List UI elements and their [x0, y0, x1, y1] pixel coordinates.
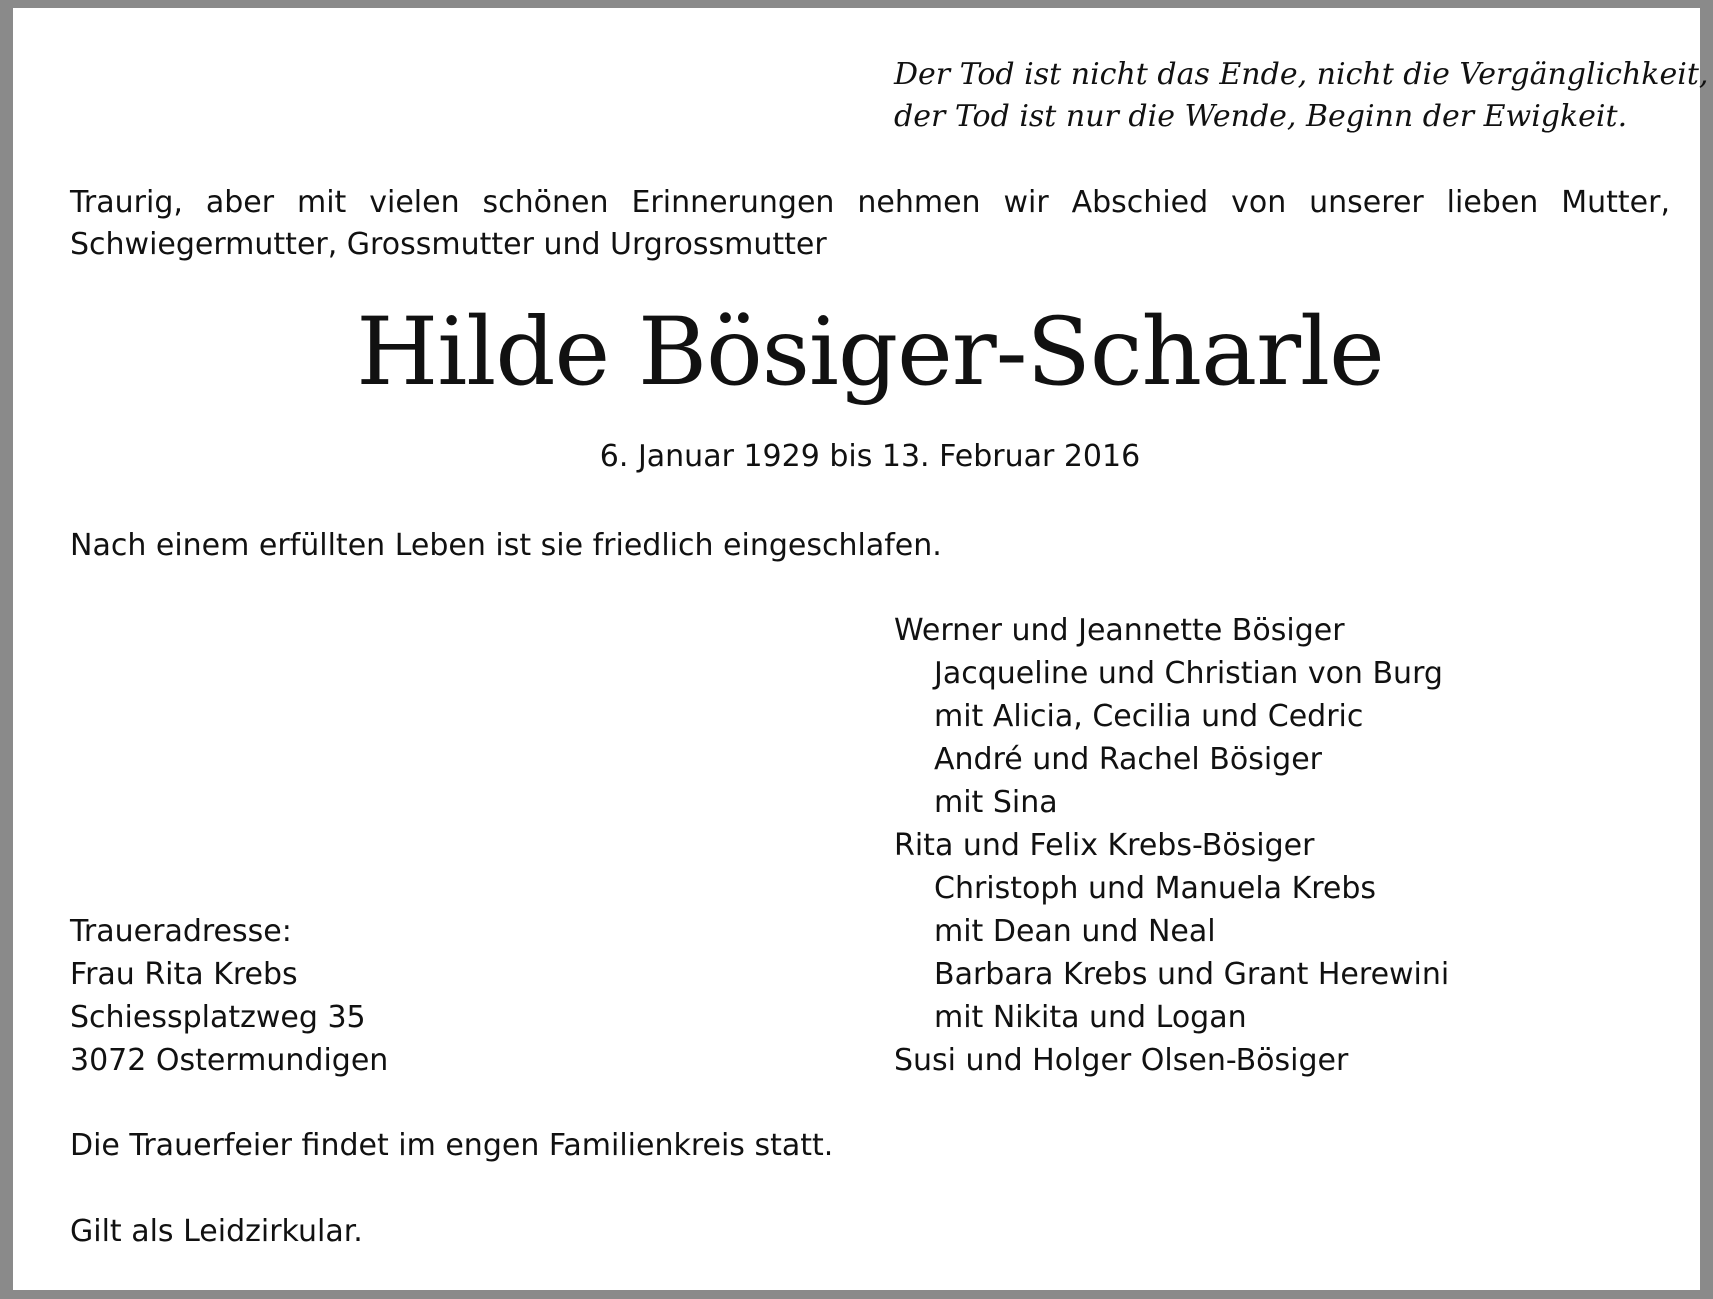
intro-line: Traurig, aber mit vielen schönen Erinnerungen nehmen wir Abschied von unserer lieben Mutter,: [70, 185, 1670, 220]
mourner-entry: Rita und Felix Krebs-Bösiger: [894, 828, 1315, 863]
quote-line: Der Tod ist nicht das Ende, nicht die Vergänglichkeit,: [894, 57, 1709, 92]
mourner-entry: mit Dean und Neal: [934, 914, 1216, 949]
mourner-entry: mit Alicia, Cecilia und Cedric: [934, 699, 1364, 734]
mourner-entry: mit Sina: [934, 785, 1058, 820]
quote-line: der Tod ist nur die Wende, Beginn der Ewigkeit.: [894, 99, 1628, 134]
passing-statement: Nach einem erfüllten Leben ist sie friedlich eingeschlafen.: [70, 528, 942, 563]
intro-line: Schwiegermutter, Grossmutter und Urgrossmutter: [70, 227, 827, 262]
epigraph-quote: [894, 54, 1709, 138]
mourner-entry: mit Nikita und Logan: [934, 1000, 1247, 1035]
mourner-entry: Christoph und Manuela Krebs: [934, 871, 1377, 906]
mourner-entry: Jacqueline und Christian von Burg: [934, 656, 1443, 691]
mourner-entry: Barbara Krebs und Grant Herewini: [934, 957, 1450, 992]
intro-text: [70, 182, 1670, 266]
address-city: 3072 Ostermundigen: [70, 1043, 389, 1078]
mourner-entry: Susi und Holger Olsen-Bösiger: [894, 1043, 1349, 1078]
deceased-name: Hilde Bösiger-Scharle: [356, 298, 1384, 407]
life-dates: 6. Januar 1929 bis 13. Februar 2016: [599, 439, 1141, 474]
circular-note: Gilt als Leidzirkular.: [70, 1214, 363, 1249]
address-street: Schiessplatzweg 35: [70, 1000, 366, 1035]
mourning-address: [70, 910, 388, 1082]
mourner-entry: André und Rachel Bösiger: [934, 742, 1322, 777]
ceremony-note: Die Trauerfeier findet im engen Familienkreis statt.: [70, 1128, 834, 1163]
mourner-entry: Werner und Jeannette Bösiger: [894, 613, 1345, 648]
address-label: Traueradresse:: [70, 914, 292, 949]
mourners-list: [894, 609, 1449, 1082]
address-name: Frau Rita Krebs: [70, 957, 298, 992]
